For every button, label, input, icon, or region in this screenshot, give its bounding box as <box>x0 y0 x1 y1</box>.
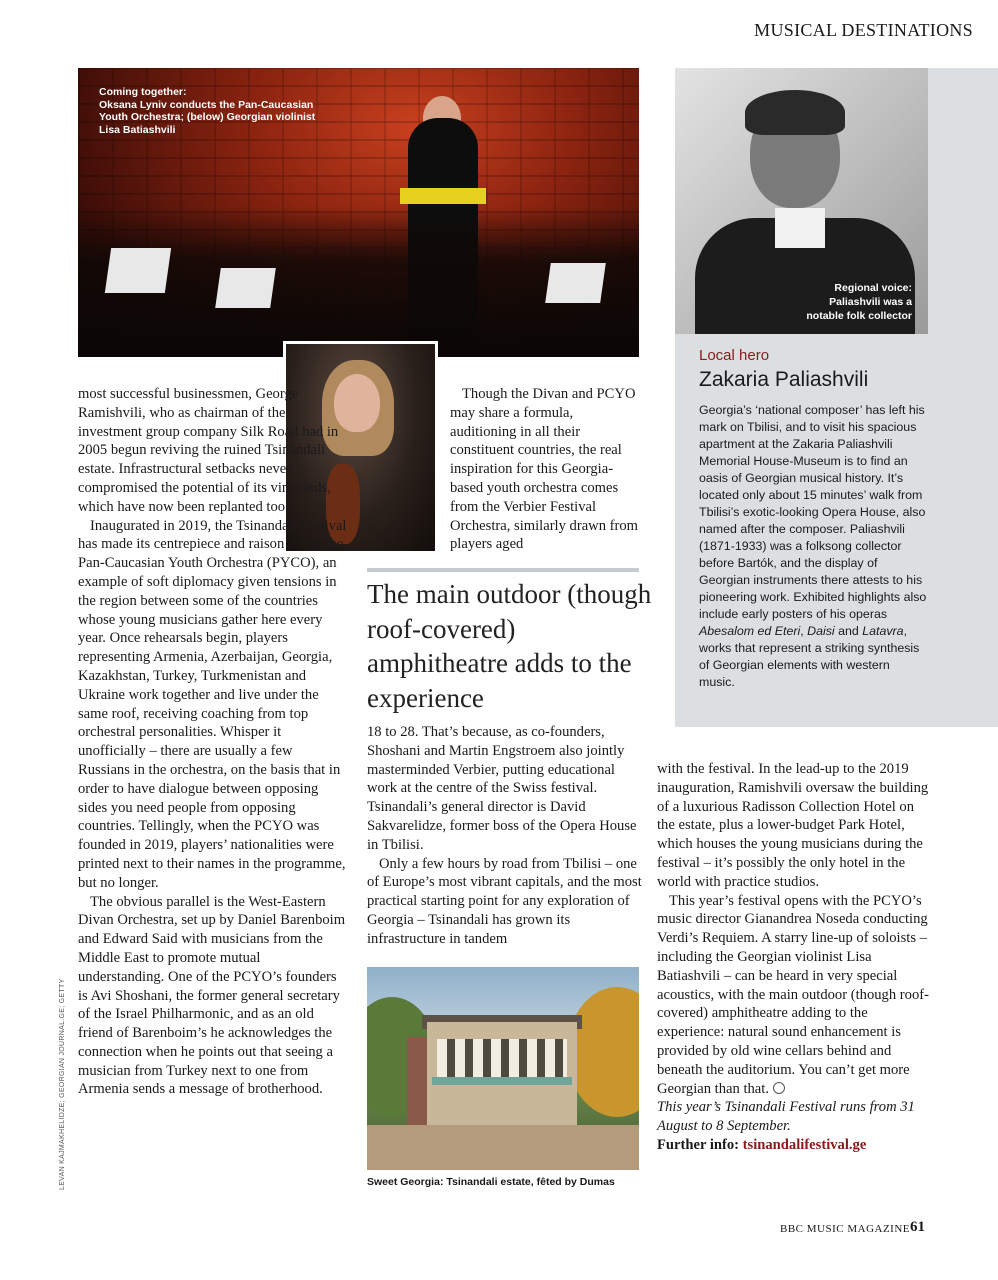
caption-text: Oksana Lyniv conducts the Pan-Caucasian Youth Orchestra; (below) Georgian violinist Lisa Batiashvili <box>99 98 316 136</box>
sidebar-title: Zakaria Paliashvili <box>699 368 869 391</box>
paragraph: most successful businessmen, George Ramishvili, who as chairman of the investment group company Silk Road had in 2005 begun reviving the ruined Tsinandali estate. Infrastructural setbacks never compromised the potential of its vineyards, which have now been replanted too. <box>78 386 339 515</box>
paragraph: Only a few hours by road from Tbilisi – one of Europe’s most vibrant capitals, and the most practical starting point for any exploration of Georgia – Tsinandali has grown its infrastructure in tandem <box>367 855 642 947</box>
estate-photo <box>367 967 639 1170</box>
festival-website-link[interactable]: tsinandalifestival.ge <box>742 1136 867 1153</box>
opera-title: Abesalom ed Eteri <box>699 624 801 638</box>
photo-credit: LEVAN KAJMAKHELIDZE; GEORGIAN JOURNAL.GE; GETTY <box>59 978 66 1190</box>
paragraph: 18 to 28. That’s because, as co-founders, Shoshani and Martin Engstroem also jointly masterminded Verbier, putting educational work at the centre of the Swiss festival. Tsinandali’s general director is David Sakvarelidze, former boss of the Opera House in Tbilisi. <box>367 724 637 853</box>
sidebar-body: Georgia’s ‘national composer’ has left his mark on Tbilisi, and to visit his spacious apartment at the Zakaria Paliashvili Memorial House-Museum is to find an oasis of Georgian musical history. It’s located only about 15 minutes’ walk from Tbilisi’s exotic-looking Opera House, also named after the composer. Paliashvili (1871-1933) was a folksong collector before Bartók, and the display of Georgian instruments there attests to his pioneering work. Exhibited highlights also include early posters of his operas Abesalom ed Eteri, Daisi and Latavra, works that represent a striking synthesis of Georgian elements with western music. <box>699 403 927 689</box>
further-info-label: Further info: <box>657 1136 740 1153</box>
end-mark-icon <box>773 1082 785 1094</box>
paliashvili-caption: Regional voice: Paliashvili was a notable folk collector <box>806 282 912 322</box>
page-number: 61 <box>910 1219 925 1235</box>
opera-title: Latavra <box>862 624 904 638</box>
article-column-3 <box>657 760 929 1155</box>
paragraph: with the festival. In the lead-up to the 2019 inauguration, Ramishvili oversaw the building of a luxurious Radisson Collection Hotel on the estate, plus a lower-budget Park Hotel, which houses the young musicians during the festival – it’s possibly the only hotel in the world with practice studios. <box>657 761 929 890</box>
sidebar-kicker: Local hero <box>699 347 770 364</box>
publication-name: BBC MUSIC MAGAZINE <box>780 1223 911 1235</box>
pullquote-rule <box>367 568 639 572</box>
opera-title: Daisi <box>807 624 835 638</box>
further-info <box>657 1136 929 1155</box>
main-photo-caption <box>99 86 329 136</box>
article-column-1 <box>78 385 348 1099</box>
estate-caption: Sweet Georgia: Tsinandali estate, fêted by Dumas <box>367 1176 615 1188</box>
article-column-2-top <box>450 385 640 554</box>
section-label: MUSICAL DESTINATIONS <box>754 20 973 40</box>
pullquote: The main outdoor (though roof-covered) amphitheatre adds to the experience <box>367 579 652 713</box>
paragraph: The obvious parallel is the West-Eastern Divan Orchestra, set up by Daniel Barenboim and Edward Said with musicians from the Middle East to promote mutual understanding. One of the PCYO’s founders is Avi Shoshani, the former general secretary of the Israel Philharmonic, and as an old friend of Barenboim’s he acknowledges the connection when he points out that seeing a musician from Turkey next to one from Armenia sends a message of brotherhood. <box>78 893 346 1098</box>
sidebar-margin <box>928 68 998 334</box>
paragraph: Inaugurated in 2019, the Tsinandali Festival has made its centrepiece and raison d’être the Pan-Caucasian Youth Orchestra (PYCO), an example of soft diplomacy given tensions in the region between some of the countries whose young musicians gather here every year. Once rehearsals begin, players representing Armenia, Azerbaijan, Georgia, Kazakhstan, Turkey, Turkmenistan and Ukraine work together and live under the same roof, receiving coaching from top orchestral personalities. Whisper it unofficially – there are usually a few Russians in the orchestra, on the basis that in order to have dialogue between opposing sides you need people from opposing countries. Tellingly, when the PCYO was founded in 2019, players’ nationalities were printed next to their names in the programme, but no longer. <box>78 517 347 891</box>
caption-title: Coming together: <box>99 86 187 98</box>
festival-dates: This year’s Tsinandali Festival runs from 31 August to 8 September. <box>657 1099 915 1135</box>
paragraph: This year’s festival opens with the PCYO’s music director Gianandrea Noseda conducting Verdi’s Requiem. A starry line-up of soloists – including the Georgian violinist Lisa Batiashvili – can be heard in very special acoustics, with the main outdoor (though roof-covered) amphitheatre adding to the experience: natural sound enhancement is provided by old wine cellars behind and beneath the auditorium. You can’t get more Georgian than that. <box>657 892 929 1097</box>
article-column-2 <box>367 723 642 949</box>
paragraph: Though the Divan and PCYO may share a formula, auditioning in all their constituent countries, the real inspiration for this Georgia-based youth orchestra comes from the Verbier Festival Orchestra, similarly drawn from players aged <box>450 386 639 553</box>
